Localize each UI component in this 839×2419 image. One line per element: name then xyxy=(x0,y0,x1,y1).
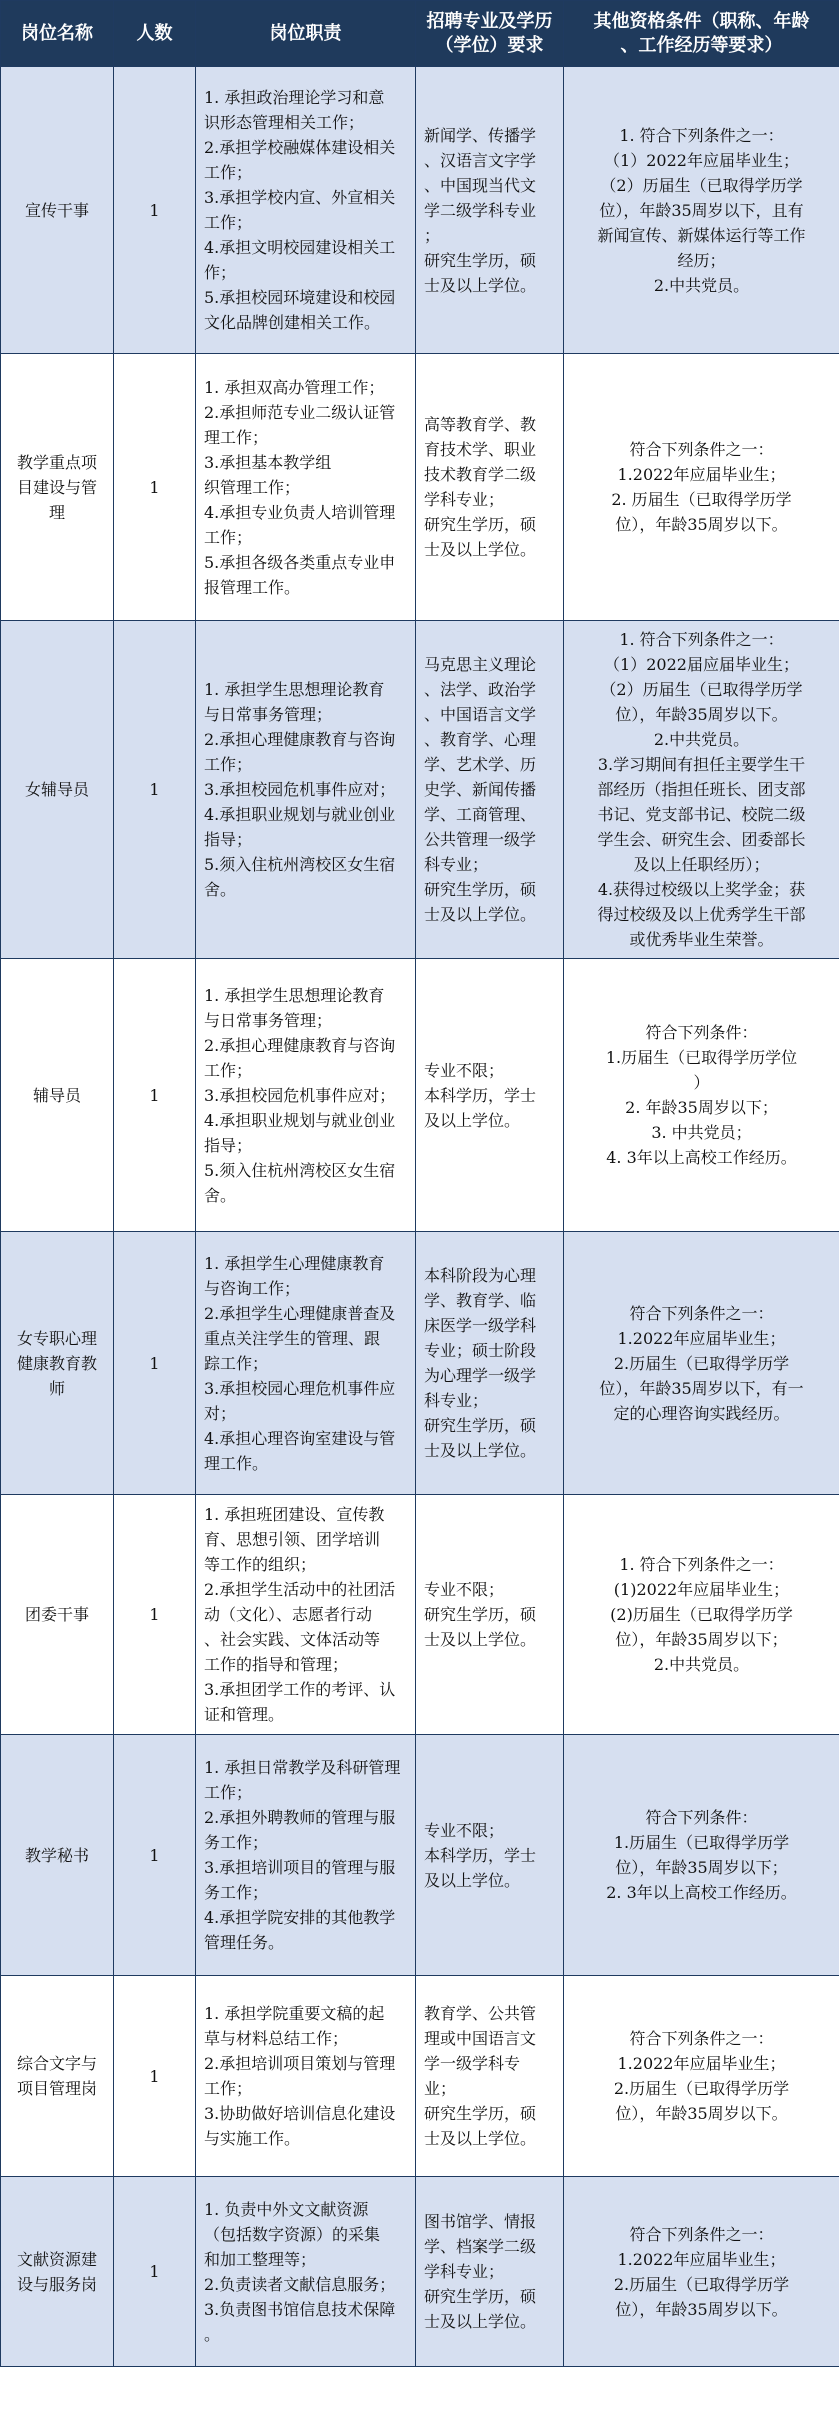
conditions-line: 2.中共党员。 xyxy=(653,275,750,295)
duties-line: 2.负责读者文献信息服务； xyxy=(204,2274,396,2294)
duties-line: 报管理工作。 xyxy=(204,577,301,597)
conditions-line: 符合下列条件： xyxy=(645,1808,758,1827)
conditions-line: 1.2022年应届毕业生； xyxy=(617,2054,786,2073)
duties-line: 务工作； xyxy=(204,1883,269,1902)
duties-line: 4.承担专业负责人培训管理 xyxy=(204,502,396,522)
conditions-line: 4.获得过校级以上奖学金；获 xyxy=(597,880,806,899)
duties-line: 5.承担校园环境建设和校园 xyxy=(204,288,396,307)
major-requirement-line: 士及以上学位。 xyxy=(424,275,537,295)
major-requirement-line: 及以上学位。 xyxy=(424,1110,521,1130)
conditions-line: 1.2022年应届毕业生； xyxy=(617,465,786,484)
major-requirement-cell xyxy=(416,354,564,621)
position-name-cell xyxy=(1,1495,114,1735)
conditions-line: 4. 3年以上高校工作经历。 xyxy=(606,1148,797,1167)
duties-line: 与日常事务管理； xyxy=(204,1010,333,1030)
table-row xyxy=(1,67,839,354)
major-requirement-cell xyxy=(416,67,564,354)
major-requirement-line: 学、艺术学、历 xyxy=(424,755,537,774)
conditions-line: 位），年龄35周岁以下。 xyxy=(615,705,788,724)
conditions-line: 符合下列条件之一： xyxy=(629,440,774,459)
position-name-line: 教学秘书 xyxy=(24,1845,89,1865)
table-row xyxy=(1,1232,839,1495)
major-requirement-line: 学二级学科专业 xyxy=(424,200,537,220)
major-requirement-line: 业； xyxy=(424,2079,457,2098)
major-requirement-line: 本科阶段为心理 xyxy=(424,1266,537,1285)
headcount-cell: 1 xyxy=(114,1495,196,1735)
duties-line: 2.承担心理健康教育与咨询 xyxy=(204,1035,396,1055)
duties-line: 1. 承担学院重要文稿的起 xyxy=(204,2004,385,2023)
position-name-line: 女辅导员 xyxy=(24,780,89,799)
major-requirement-line: 本科学历，学士 xyxy=(424,1085,537,1105)
position-name-line: 综合文字与 xyxy=(16,2054,97,2073)
duties-line: 识形态管理相关工作； xyxy=(204,113,365,132)
major-requirement-line: 学一级学科专 xyxy=(424,2054,521,2073)
header-other-conditions xyxy=(564,1,839,67)
duties-line: 5.承担各级各类重点专业申 xyxy=(204,552,396,572)
position-name-line: 文献资源建 xyxy=(16,2249,97,2269)
duties-line: 舍。 xyxy=(204,880,237,899)
position-name-line: 团委干事 xyxy=(24,1605,89,1624)
conditions-line: 经历； xyxy=(677,250,726,270)
table-row xyxy=(1,959,839,1232)
major-requirement-line: 学科专业； xyxy=(424,2262,505,2281)
conditions-cell xyxy=(564,2177,839,2367)
conditions-line: 2.中共党员。 xyxy=(653,730,750,749)
duties-line: 工作； xyxy=(204,527,253,547)
conditions-cell xyxy=(564,1495,839,1735)
conditions-line: 2.历届生（已取得学历学 xyxy=(613,2079,790,2098)
duties-line: 理工作。 xyxy=(204,1453,269,1473)
headcount-cell: 1 xyxy=(114,354,196,621)
position-name-cell xyxy=(1,2177,114,2367)
duties-line: 4.承担文明校园建设相关工 xyxy=(204,238,396,257)
duties-line: 踪工作； xyxy=(204,1353,269,1373)
duties-cell xyxy=(196,67,416,354)
position-name-line: 理 xyxy=(48,502,65,522)
major-requirement-line: 学、教育学、临 xyxy=(424,1291,537,1310)
conditions-line: 位），年龄35周岁以下，有一 xyxy=(599,1378,804,1398)
conditions-line: 书记、党支部书记、校院二级 xyxy=(597,805,806,824)
major-requirement-line: 教育学、公共管 xyxy=(424,2004,537,2023)
conditions-line: 2. 历届生（已取得学历学 xyxy=(611,490,792,509)
major-requirement-line: 士及以上学位。 xyxy=(424,1441,537,1460)
major-requirement-line: 、汉语言文字学 xyxy=(424,150,537,170)
major-requirement-line: 、中国语言文学 xyxy=(424,705,537,724)
conditions-cell xyxy=(564,1976,839,2177)
major-requirement-cell xyxy=(416,1495,564,1735)
duties-line: 1. 承担日常教学及科研管理 xyxy=(204,1758,401,1777)
duties-line: 1. 承担学生思想理论教育 xyxy=(204,985,385,1005)
conditions-cell xyxy=(564,354,839,621)
header-major-line: 招聘专业及学历 xyxy=(426,10,553,32)
conditions-line: 位），年龄35周岁以下。 xyxy=(615,2299,788,2319)
header-cond-line: 、工作经历等要求） xyxy=(620,34,783,56)
conditions-line: 得过校级及以上优秀学生干部 xyxy=(597,905,806,924)
table-row xyxy=(1,1976,839,2177)
duties-line: 3.协助做好培训信息化建设 xyxy=(204,2104,396,2123)
duties-cell xyxy=(196,1232,416,1495)
major-requirement-line: 专业；硕士阶段 xyxy=(424,1341,537,1360)
conditions-line: 或优秀毕业生荣誉。 xyxy=(629,930,774,949)
conditions-line: 符合下列条件之一： xyxy=(629,2029,774,2048)
headcount-cell: 1 xyxy=(114,1976,196,2177)
conditions-line: 位），年龄35周岁以下。 xyxy=(615,515,788,534)
duties-line: 理工作； xyxy=(204,427,269,447)
duties-line: 工作； xyxy=(204,1783,253,1802)
conditions-line: 位），年龄35周岁以下； xyxy=(615,1858,788,1877)
conditions-cell xyxy=(564,67,839,354)
duties-line: 2.承担学校融媒体建设相关 xyxy=(204,138,396,157)
conditions-cell xyxy=(564,621,839,959)
duties-cell xyxy=(196,1495,416,1735)
duties-line: 3.承担校园危机事件应对； xyxy=(204,780,396,799)
major-requirement-line: 马克思主义理论 xyxy=(424,655,537,674)
header-major-line: （学位）要求 xyxy=(435,34,544,56)
duties-line: 1. 承担双高办管理工作； xyxy=(204,377,385,397)
conditions-line: 部经历（指担任班长、团支部 xyxy=(597,780,806,799)
duties-line: 草与材料总结工作； xyxy=(204,2029,349,2048)
duties-line: 等工作的组织； xyxy=(204,1555,317,1574)
duties-line: 4.承担学院安排的其他教学 xyxy=(204,1908,396,1927)
major-requirement-line: 学、工商管理、 xyxy=(424,805,537,824)
major-requirement-line: 士及以上学位。 xyxy=(424,540,537,559)
headcount-cell: 1 xyxy=(114,2177,196,2367)
major-requirement-line: 、教育学、心理 xyxy=(424,730,537,749)
major-requirement-line: 科专业； xyxy=(424,855,489,874)
duties-line: 2.承担学生心理健康普查及 xyxy=(204,1303,396,1323)
duties-line: 4.承担心理咨询室建设与管 xyxy=(204,1428,396,1448)
major-requirement-line: 士及以上学位。 xyxy=(424,905,537,924)
table-row xyxy=(1,354,839,621)
conditions-line: （2）历届生（已取得学历学 xyxy=(600,680,803,699)
table-row xyxy=(1,621,839,959)
major-requirement-line: 新闻学、传播学 xyxy=(424,125,537,145)
duties-line: 3.承担团学工作的考评、认 xyxy=(204,1680,396,1699)
conditions-line: (2)历届生（已取得学历学 xyxy=(610,1605,793,1624)
position-name-line: 师 xyxy=(48,1378,65,1398)
duties-cell xyxy=(196,621,416,959)
duties-line: 3.承担校园危机事件应对； xyxy=(204,1085,396,1105)
position-name-cell xyxy=(1,621,114,959)
conditions-line: 1.历届生（已取得学历学 xyxy=(613,1833,790,1852)
major-requirement-line: 图书馆学、情报 xyxy=(424,2212,537,2231)
duties-line: 文化品牌创建相关工作。 xyxy=(204,313,381,332)
position-name-cell xyxy=(1,1976,114,2177)
conditions-line: 位），年龄35周岁以下； xyxy=(615,1630,788,1649)
major-requirement-line: 士及以上学位。 xyxy=(424,1630,537,1649)
duties-line: 重点关注学生的管理、跟 xyxy=(204,1328,381,1348)
conditions-line: 新闻宣传、新媒体运行等工作 xyxy=(597,225,806,245)
duties-line: 1. 负责中外文文献资源 xyxy=(204,2199,369,2219)
duties-line: 指导； xyxy=(204,1135,253,1155)
major-requirement-line: 研究生学历，硕 xyxy=(424,250,537,270)
major-requirement-cell xyxy=(416,1232,564,1495)
header-headcount: 人数 xyxy=(114,1,196,67)
duties-line: 3.承担培训项目的管理与服 xyxy=(204,1858,396,1877)
major-requirement-line: 高等教育学、教 xyxy=(424,415,537,434)
major-requirement-cell xyxy=(416,1735,564,1976)
conditions-line: 1.历届生（已取得学历学位 xyxy=(605,1048,798,1067)
duties-line: 工作； xyxy=(204,755,253,774)
major-requirement-line: 专业不限； xyxy=(424,1580,505,1599)
duties-line: 、社会实践、文体活动等 xyxy=(204,1630,381,1649)
duties-line: 5.须入住杭州湾校区女生宿 xyxy=(204,1160,396,1180)
position-name-cell xyxy=(1,1735,114,1976)
duties-line: （包括数字资源）的采集 xyxy=(204,2224,381,2244)
headcount-cell: 1 xyxy=(114,67,196,354)
major-requirement-line: 本科学历，学士 xyxy=(424,1845,537,1865)
table-row xyxy=(1,1735,839,1976)
header-duties: 岗位职责 xyxy=(196,1,416,67)
duties-line: 4.承担职业规划与就业创业 xyxy=(204,805,396,824)
conditions-line: 符合下列条件： xyxy=(645,1023,758,1042)
major-requirement-cell xyxy=(416,621,564,959)
table-row xyxy=(1,1495,839,1735)
duties-line: 。 xyxy=(204,2324,221,2344)
duties-line: 3.承担基本教学组 xyxy=(204,452,332,472)
major-requirement-line: 研究生学历，硕 xyxy=(424,880,537,899)
duties-line: 5.须入住杭州湾校区女生宿 xyxy=(204,855,396,874)
conditions-line: 1. 符合下列条件之一： xyxy=(619,630,784,649)
headcount-cell: 1 xyxy=(114,959,196,1232)
position-name-cell xyxy=(1,67,114,354)
duties-line: 对； xyxy=(204,1403,237,1423)
major-requirement-line: 为心理学一级学 xyxy=(424,1366,537,1385)
duties-line: 工作； xyxy=(204,2079,253,2098)
major-requirement-line: 、法学、政治学 xyxy=(424,680,537,699)
position-name-line: 项目管理岗 xyxy=(16,2079,97,2098)
conditions-line: 2. 3年以上高校工作经历。 xyxy=(606,1883,797,1902)
duties-line: 2.承担外聘教师的管理与服 xyxy=(204,1808,396,1827)
duties-line: 4.承担职业规划与就业创业 xyxy=(204,1110,396,1130)
major-requirement-line: 专业不限； xyxy=(424,1820,505,1840)
position-name-cell xyxy=(1,1232,114,1495)
conditions-line: 2.历届生（已取得学历学 xyxy=(613,2274,790,2294)
conditions-line: 位），年龄35周岁以下。 xyxy=(615,2104,788,2123)
conditions-line: 定的心理咨询实践经历。 xyxy=(613,1403,790,1423)
conditions-line: （2）历届生（已取得学历学 xyxy=(600,175,803,195)
position-name-cell xyxy=(1,354,114,621)
duties-cell xyxy=(196,959,416,1232)
conditions-line: 及以上任职经历）； xyxy=(633,855,770,874)
header-position-name: 岗位名称 xyxy=(1,1,114,67)
major-requirement-line: 理或中国语言文 xyxy=(424,2029,537,2048)
conditions-line: 符合下列条件之一： xyxy=(629,2224,774,2244)
position-name-line: 设与服务岗 xyxy=(16,2274,97,2294)
position-name-line: 健康教育教 xyxy=(16,1353,97,1373)
position-name-line: 教学重点项 xyxy=(16,452,97,472)
duties-cell xyxy=(196,1735,416,1976)
conditions-line: (1)2022年应届毕业生； xyxy=(613,1580,790,1599)
duties-line: 工作； xyxy=(204,163,253,182)
duties-cell xyxy=(196,2177,416,2367)
position-name-line: 目建设与管 xyxy=(16,477,97,497)
duties-line: 3.承担校园心理危机事件应 xyxy=(204,1378,396,1398)
duties-line: 工作； xyxy=(204,1060,253,1080)
duties-line: 工作； xyxy=(204,213,253,232)
major-requirement-line: 研究生学历，硕 xyxy=(424,2287,537,2306)
major-requirement-line: 育技术学、职业 xyxy=(424,440,537,459)
major-requirement-line: 学、档案学二级 xyxy=(424,2237,537,2256)
conditions-line: 1.2022年应届毕业生； xyxy=(617,2249,786,2269)
conditions-line: 1.2022年应届毕业生； xyxy=(617,1328,786,1348)
duties-line: 1. 承担班团建设、宣传教 xyxy=(204,1505,385,1524)
conditions-cell xyxy=(564,959,839,1232)
conditions-cell xyxy=(564,1735,839,1976)
duties-line: 务工作； xyxy=(204,1833,269,1852)
major-requirement-line: 专业不限； xyxy=(424,1060,505,1080)
conditions-line: 2.历届生（已取得学历学 xyxy=(613,1353,790,1373)
position-name-line: 女专职心理 xyxy=(16,1328,97,1348)
major-requirement-line: 技术教育学二级 xyxy=(424,465,537,484)
conditions-cell xyxy=(564,1232,839,1495)
header-cond-line: 其他资格条件（职称、年龄 xyxy=(593,10,810,32)
duties-line: 与咨询工作； xyxy=(204,1278,301,1298)
header-major-requirement xyxy=(416,1,564,67)
conditions-line: 1. 符合下列条件之一： xyxy=(619,1555,784,1574)
headcount-cell: 1 xyxy=(114,1232,196,1495)
conditions-line: （1）2022年应届毕业生； xyxy=(604,150,799,170)
major-requirement-cell xyxy=(416,959,564,1232)
duties-line: 管理任务。 xyxy=(204,1933,285,1952)
major-requirement-line: 史学、新闻传播 xyxy=(424,780,537,799)
major-requirement-line: 公共管理一级学 xyxy=(424,830,537,849)
duties-line: 作； xyxy=(204,263,237,282)
duties-line: 舍。 xyxy=(204,1185,237,1205)
duties-line: 与实施工作。 xyxy=(204,2129,301,2148)
major-requirement-line: 士及以上学位。 xyxy=(424,2129,537,2148)
duties-cell xyxy=(196,354,416,621)
duties-cell xyxy=(196,1976,416,2177)
duties-line: 1. 承担学生思想理论教育 xyxy=(204,680,385,699)
position-name-cell xyxy=(1,959,114,1232)
position-name-line: 辅导员 xyxy=(32,1085,81,1105)
major-requirement-cell xyxy=(416,1976,564,2177)
header-row xyxy=(1,1,839,67)
duties-line: 2.承担心理健康教育与咨询 xyxy=(204,730,396,749)
duties-line: 2.承担师范专业二级认证管 xyxy=(204,402,396,422)
duties-line: 与日常事务管理； xyxy=(204,705,333,724)
duties-line: 2.承担学生活动中的社团活 xyxy=(204,1580,396,1599)
major-requirement-line: 研究生学历，硕 xyxy=(424,2104,537,2123)
duties-line: 3.负责图书馆信息技术保障 xyxy=(204,2299,396,2319)
major-requirement-line: 科专业； xyxy=(424,1391,489,1410)
duties-line: 织管理工作； xyxy=(204,477,301,497)
major-requirement-line: 研究生学历，硕 xyxy=(424,1416,537,1435)
conditions-line: 学生会、研究生会、团委部长 xyxy=(597,830,806,849)
duties-line: 指导； xyxy=(204,830,253,849)
duties-line: 3.承担学校内宣、外宣相关 xyxy=(204,188,396,207)
headcount-cell: 1 xyxy=(114,621,196,959)
major-requirement-line: 、中国现当代文 xyxy=(424,175,537,195)
duties-line: 2.承担培训项目策划与管理 xyxy=(204,2054,396,2073)
major-requirement-line: 学科专业； xyxy=(424,490,505,509)
major-requirement-line: 研究生学历，硕 xyxy=(424,515,537,534)
major-requirement-cell xyxy=(416,2177,564,2367)
duties-line: 动（文化）、志愿者行动 xyxy=(204,1605,373,1624)
conditions-line: 3. 中共党员； xyxy=(651,1123,752,1142)
major-requirement-line: 床医学一级学科 xyxy=(424,1316,537,1335)
conditions-line: 符合下列条件之一： xyxy=(629,1303,774,1323)
conditions-line: 位），年龄35周岁以下，且有 xyxy=(599,200,804,220)
major-requirement-line: 研究生学历，硕 xyxy=(424,1605,537,1624)
duties-line: 1. 承担政治理论学习和意 xyxy=(204,88,385,107)
conditions-line: ） xyxy=(693,1073,710,1092)
major-requirement-line: 及以上学位。 xyxy=(424,1870,521,1890)
duties-line: 证和管理。 xyxy=(204,1705,285,1724)
major-requirement-line: 士及以上学位。 xyxy=(424,2312,537,2331)
position-name-line: 宣传干事 xyxy=(24,200,89,220)
duties-line: 育、思想引领、团学培训 xyxy=(204,1530,381,1549)
conditions-line: 2. 年龄35周岁以下； xyxy=(625,1098,778,1117)
conditions-line: 2.中共党员。 xyxy=(653,1655,750,1674)
duties-line: 1. 承担学生心理健康教育 xyxy=(204,1253,385,1273)
conditions-line: 1. 符合下列条件之一： xyxy=(619,125,784,145)
major-requirement-line: ； xyxy=(424,225,441,245)
table-row xyxy=(1,2177,839,2367)
conditions-line: 3.学习期间有担任主要学生干 xyxy=(597,755,806,774)
duties-line: 和加工整理等； xyxy=(204,2249,317,2269)
duties-line: 工作的指导和管理； xyxy=(204,1655,349,1674)
headcount-cell: 1 xyxy=(114,1735,196,1976)
conditions-line: （1）2022届应届毕业生； xyxy=(604,655,799,674)
